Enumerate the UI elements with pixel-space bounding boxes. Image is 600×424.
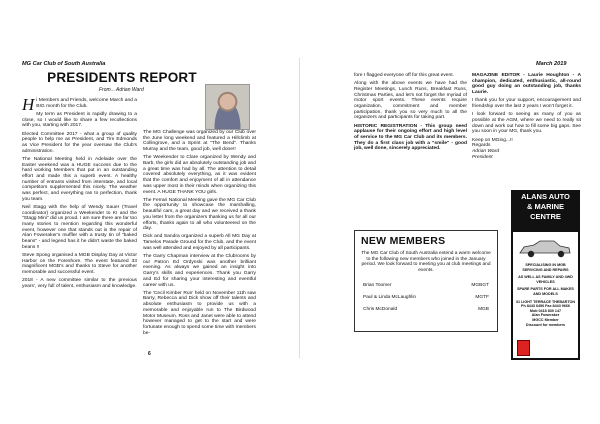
list-item: Brian Toomer MGBGT [363, 283, 489, 288]
paragraph: The 'Cecil Kimber Run' held on November 11th saw Barry, Rebecca and Dick show off their talents and absolute enthusiasm to provide us with a memorable and enjoyable run to The Birdwood Motor Museum. Ross and Janet were able to attend however managed to get to the start and were fortunate enough to spend some time with members be- [143, 290, 256, 336]
new-members-list [363, 283, 489, 319]
dropcap: H [22, 95, 35, 114]
paragraph: My term as President is rapidly drawing to a close, so I would like to share a few recollections with you, starting with 2017. [22, 111, 137, 129]
paragraph: I thank you for your support, encouragement and friendship over the last 2 years I won't forget it. [472, 98, 581, 110]
paragraph: The Garry Chapman interview at the Clubrooms by our Patron Ed Ordynski was another brilliant evening. As always we gained an insight into Garry's skills and experiences. Thank you Garry and Ed for sharing your interesting and eventful career with us. [143, 254, 256, 288]
advertisement [511, 190, 580, 360]
paragraph: Hi Members and Friends, welcome March and a BIG month for the Club. [22, 95, 137, 114]
list-item: Chris McDonald MGB [363, 307, 489, 312]
article-column-3 [354, 73, 467, 155]
author-photo [205, 84, 250, 130]
page-title: PRESIDENTS REPORT [47, 70, 197, 85]
paragraph: Dick and Sandra organized a superb All MG Day at Tamelos Parade Ground for the Club, and the event was well attended and enjoyed by all participants. [143, 234, 256, 251]
paragraph: Keep on MGing...!! Regards Adrian Ward President [472, 137, 513, 160]
article-column-4 [472, 73, 581, 160]
page-header: MG Car Club of South Australia [22, 61, 106, 67]
paragraph: Neil Stagg with the help of Wendy Sauer (Travel coordinator) organized a Weekender to KI and the "Stagg Mini" did us proud. I am sure there are far too many stories to mention regarding this wonderful event, however one that stands out is the repair of Alan Foweraker's muffler with a trusty tin of "baked beans" - and legend has it he didn't waste the baked beans !! [22, 204, 137, 250]
paragraph: I look forward to seeing as many of you as possible at the AGM, where we need to really sit down and work out how to fill some big gaps. See you soon in your MG, thank you. [472, 112, 581, 135]
paragraph: The Ferrari National Meeting gave the MG Car Club the opportunity to showcase the marshalling, beautiful cars, a great day and we received a thank you letter from the organizers thanking us for all our efforts, thanks again to all who volunteered on the day. [143, 197, 256, 232]
author-byline: From... Adrian Ward [99, 87, 144, 93]
new-members-intro: The MG Car Club of South Australia extend a warm welcome to the following new members who joined in the January period. We look forward to meeting you at club meetings and events. [361, 251, 491, 273]
club-logo-icon [517, 340, 530, 356]
ad-body [513, 232, 578, 358]
new-members-title: NEW MEMBERS [361, 235, 446, 247]
page-header: March 2019 [536, 61, 567, 67]
page-number: 6 [148, 351, 151, 357]
paragraph: MAGAZINE EDITOR - Laurie Houghton - A champion, dedicated, enthusiastic, all-round good guy doing an outstanding job, thanks Laurie. [472, 73, 581, 96]
paragraph: 2018 - A new committee similar to the previous years', very full of talent, enthusiasm and knowledge. [22, 278, 137, 290]
article-column-1 [22, 95, 137, 292]
article-column-2 [143, 130, 256, 339]
ad-title: ALANS AUTO & MARINE CENTRE [521, 192, 570, 221]
paragraph: The MG Challenge was organized by our Club over the June long weekend and featured a Hillclimb at Collingrove, and a Sprint at "The Bend". Thanks Murray and the team, good job, well done!! [143, 130, 256, 153]
paragraph: Steve Spong organised a MGB Display Day at Victor Harbor on the Foreshore. The event featured 33 magnificent MGB's and thanks to Steve for another memorable and successful event. [22, 253, 137, 276]
ad-text: SPECIALISING IN MGB SERVICING AND REPAIRS AS WELL AS FAMILY AND 4WD VEHICLES SPARE PARTS FOR ALL MAKES AND MODELS 31 LIGHT TERRACE THEBARTON Ph 8443 6456 Fax 8443 9666 Mob 0418 830 147 Alan Foweraker MGCC Member Discount for members [515, 263, 576, 327]
list-item: Paul & Linda McLaughlin MGTF [363, 295, 489, 300]
paragraph: HISTORIC REGISTRATION - This group need applause for their ongoing effort and high level of service to the MG Car Club and its members. They do a first class job with a "smile" - good job, well done, sincerely appreciated. [354, 123, 467, 152]
paragraph: fore I flagged everyone off for this great event. [354, 73, 454, 78]
car-icon [517, 238, 573, 258]
new-members-box [354, 230, 498, 332]
paragraph: The National Meeting held in Adelaide over the Easter weekend was a HUGE success due to the hard working Members that put in an outstanding effort and made this a superb event. A healthy number of entrants visited from interstate, and local competitors supplemented this nicely. The weather was perfect, and everything ran to perfection, thank you team. [22, 156, 137, 202]
paragraph: Elected Committee 2017 - what a group of quality people to help me as President, and Tim Edmonds as Vice President for the year oversaw the Club's administration. [22, 131, 137, 154]
paragraph: The Weekender to Clare organized by Wendy and Barb, the girls did an absolutely outstanding job and a great time was had by all. The attention to detail covered absolutely everything, as it was evident that the comfort and enjoyment of all in attendance was upper most in their minds when organizing this event. A HUGE THANK YOU girls. [143, 155, 256, 195]
paragraph: Along with the above events we have had the Register Meetings, Lunch Runs, Breakfast Runs, Christmas Parties, and let's not forget the myriad of motor sport events. These events require organization, commitment and member participation, thank you so very much to all the organizers and participants for taking part. [354, 81, 467, 121]
